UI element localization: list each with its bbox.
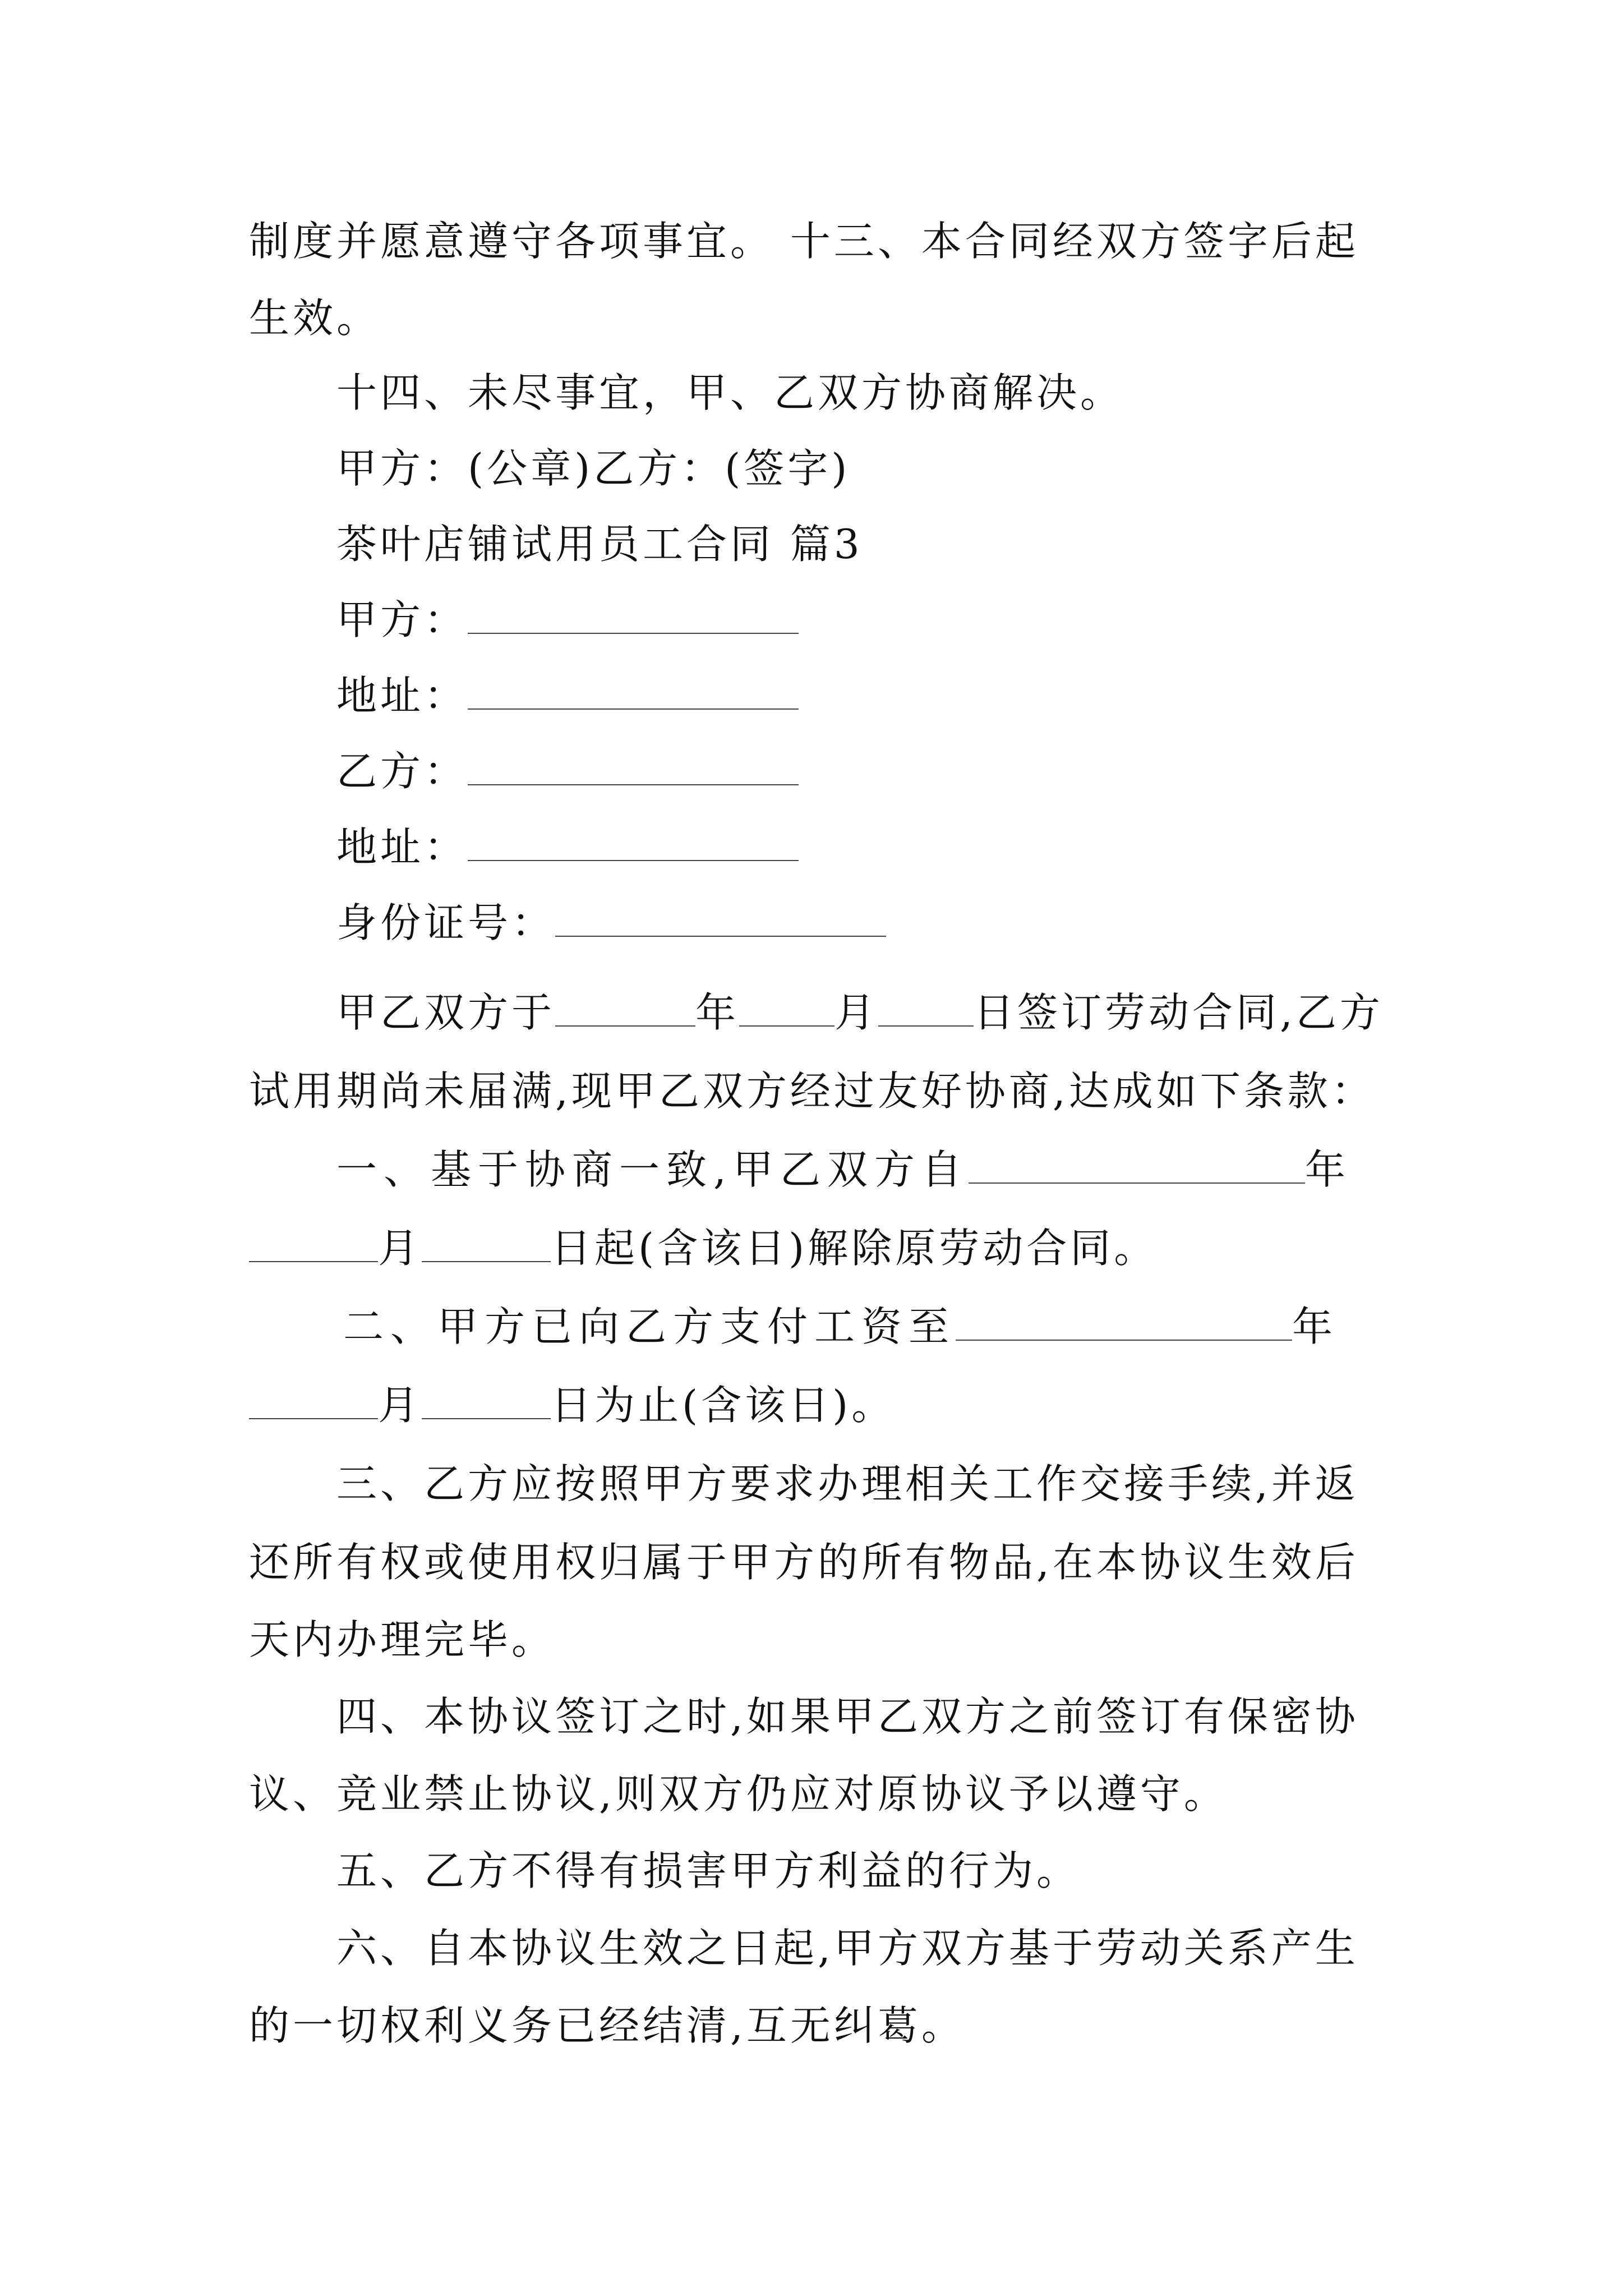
blank-underline xyxy=(969,1145,1305,1184)
clause-4-line: 四、本协议签订之时,如果甲乙双方之前签订有保密协 xyxy=(336,1693,1359,1740)
blank-underline xyxy=(468,671,799,710)
clause-1-line: 月 日起(含该日)解除原劳动合同。 xyxy=(249,1223,1158,1273)
field-label: 甲方： xyxy=(336,596,468,643)
blank-underline xyxy=(956,1303,1292,1341)
blank-underline xyxy=(468,823,799,861)
id-number-field xyxy=(336,898,886,948)
blank-underline xyxy=(555,899,886,937)
clause-3-line: 还所有权或使用权归属于甲方的所有物品,在本协议生效后 xyxy=(249,1539,1359,1586)
blank-underline xyxy=(249,1224,378,1262)
paragraph-line: 生效。 xyxy=(249,295,381,342)
clause-3-line: 三、乙方应按照甲方要求办理相关工作交接手续,并返 xyxy=(336,1460,1359,1507)
clause-1-line: 一、基于协商一致,甲乙双方自 年 xyxy=(336,1146,1352,1193)
clause-2-line: 二、甲方已向乙方支付工资至 年 xyxy=(343,1303,1340,1350)
blank-underline xyxy=(468,596,799,634)
clause-2-line: 月 日为止(含该日)。 xyxy=(249,1380,895,1430)
blank-underline xyxy=(739,988,834,1027)
clause-3-line: 天内办理完毕。 xyxy=(249,1616,556,1663)
field-label: 身份证号： xyxy=(336,899,556,946)
field-label: 乙方： xyxy=(336,748,468,795)
clause-6-line: 六、自本协议生效之日起,甲方双方基于劳动关系产生 xyxy=(336,1925,1359,1972)
blank-underline xyxy=(422,1224,551,1262)
blank-underline xyxy=(878,988,974,1027)
clause-5-line: 五、乙方不得有损害甲方利益的行为。 xyxy=(336,1847,1081,1894)
blank-underline xyxy=(555,988,695,1027)
field-label: 地址： xyxy=(336,823,468,871)
paragraph-line: 试用期尚未届满,现甲乙双方经过友好协商,达成如下条款： xyxy=(249,1068,1375,1115)
section-title: 茶叶店铺试用员工合同 篇3 xyxy=(336,521,863,568)
party-b-field xyxy=(336,746,799,797)
party-a-field xyxy=(336,595,799,645)
blank-underline xyxy=(249,1381,378,1419)
blank-underline xyxy=(468,747,799,785)
date-clause-line: 甲乙双方于 年 月 日签订劳动合同,乙方 xyxy=(336,989,1384,1036)
signature-line: 甲方：(公章)乙方：(签字) xyxy=(336,445,851,492)
clause-6-line: 的一切权利义务已经结清,互无纠葛。 xyxy=(249,2002,965,2049)
field-label: 地址： xyxy=(336,672,468,719)
blank-underline xyxy=(422,1381,551,1419)
party-a-address-field xyxy=(336,670,799,721)
paragraph-line: 制度并愿意遵守各项事宜。 十三、本合同经双方签字后起 xyxy=(249,218,1359,265)
clause-4-line: 议、竞业禁止协议,则双方仍应对原协议予以遵守。 xyxy=(249,1770,1228,1818)
party-b-address-field xyxy=(336,822,799,872)
paragraph-line: 十四、未尽事宜，甲、乙双方协商解决。 xyxy=(336,369,1124,416)
